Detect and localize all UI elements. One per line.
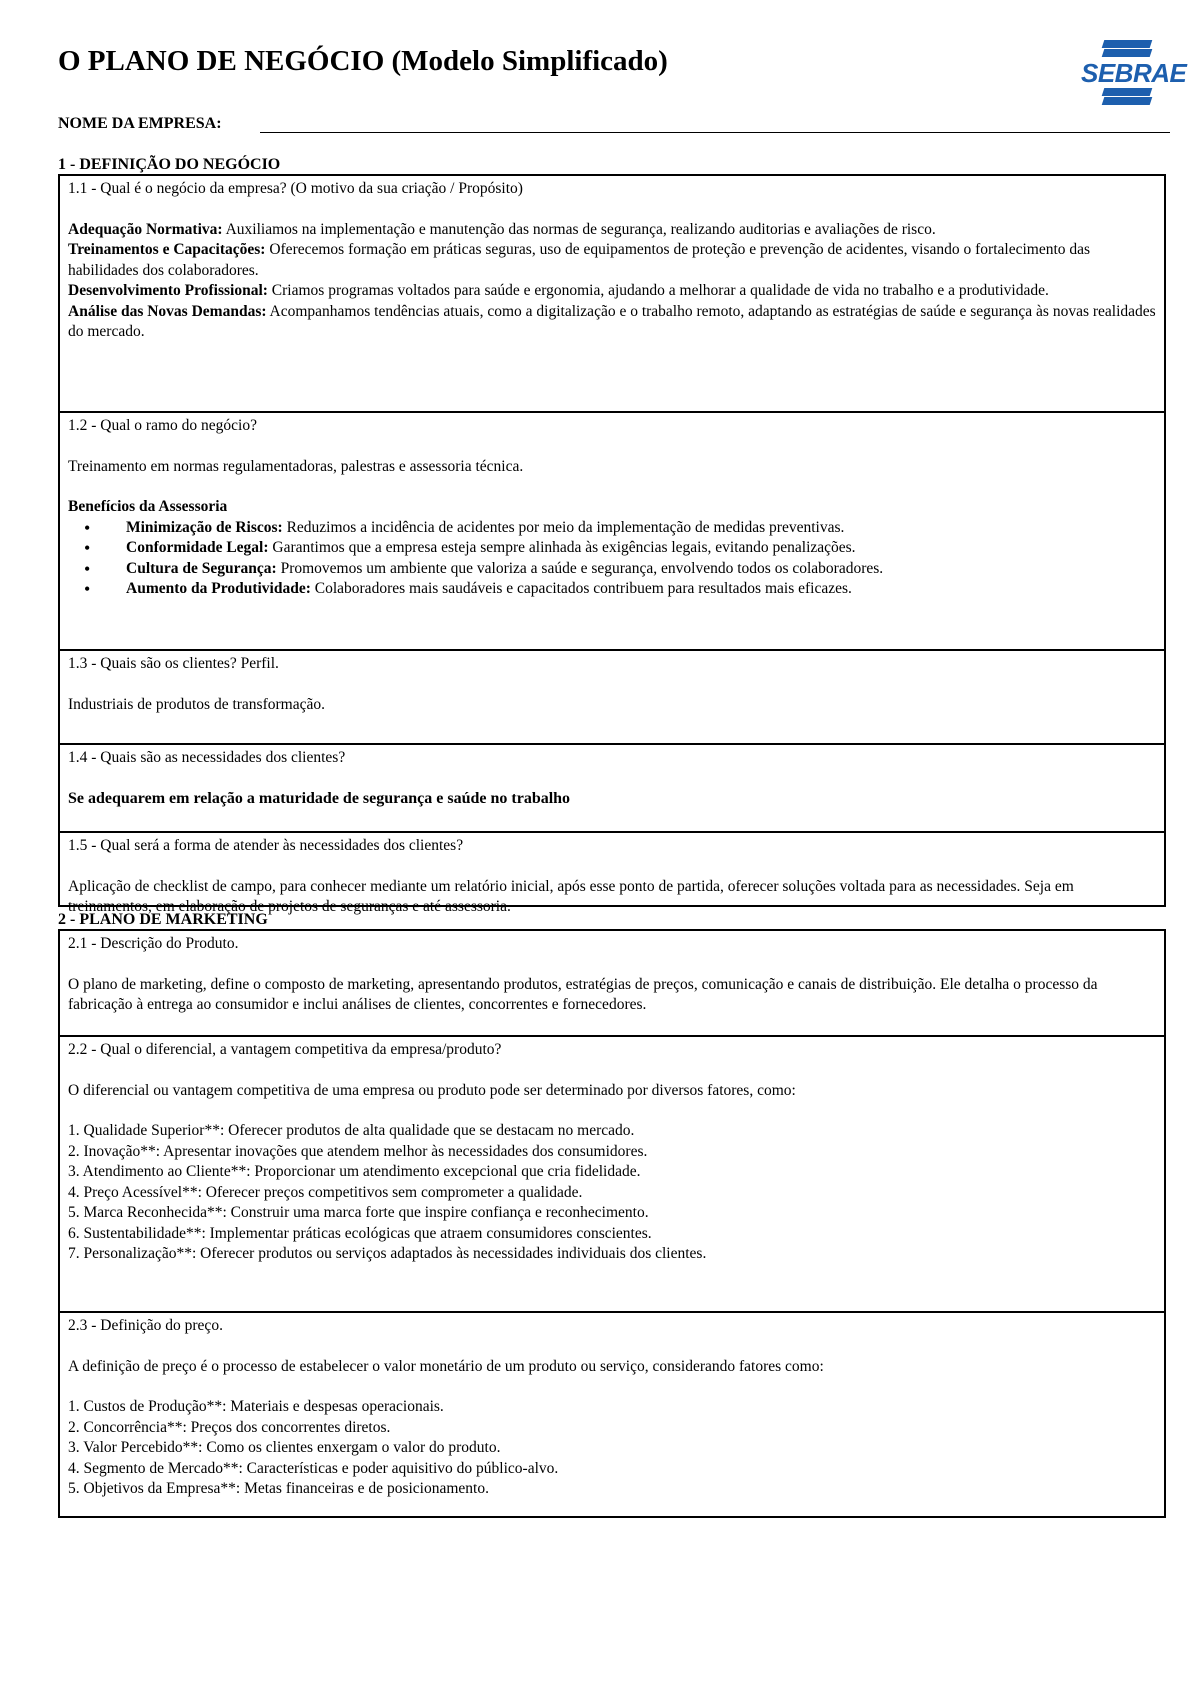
pricing-factors-list — [68, 1397, 1156, 1500]
cell-1-5 — [60, 833, 1164, 915]
differential-item: 6. Sustentabilidade**: Implementar práticas ecológicas que atraem consumidores conscientes. — [68, 1224, 652, 1242]
cell-2-1 — [60, 931, 1164, 1037]
company-name-label: NOME DA EMPRESA: — [58, 115, 222, 132]
differential-item: 4. Preço Acessível**: Oferecer preços competitivos sem comprometer a qualidade. — [68, 1183, 583, 1201]
benefit-bullet-label: Minimização de Riscos: — [126, 518, 283, 536]
document-title: O PLANO DE NEGÓCIO (Modelo Simplificado) — [58, 45, 668, 77]
answer-1-2: Treinamento em normas regulamentadoras, palestras e assessoria técnica. — [68, 457, 524, 475]
benefit-bullet-text: Colaboradores mais saudáveis e capacitados contribuem para resultados mais eficazes. — [310, 580, 852, 597]
benefits-list — [68, 518, 1156, 600]
business-item — [68, 302, 1156, 343]
answer-1-4: Se adequarem em relação a maturidade de segurança e saúde no trabalho — [68, 789, 571, 807]
section-1-box — [58, 174, 1166, 915]
benefit-bullet-text: Promovemos um ambiente que valoriza a saúde e segurança, envolvendo todos os colaboradores. — [276, 559, 884, 577]
logo-wordmark: SEBRAE — [1081, 58, 1187, 88]
logo-bar-bottom — [1102, 97, 1153, 105]
business-item-text: Auxiliamos na implementação e manutenção das normas de segurança, realizando auditorias e avaliações de risco. — [222, 220, 936, 238]
section-2-title: 2 - PLANO DE MARKETING — [58, 911, 268, 928]
differentials-list — [68, 1121, 1156, 1265]
cell-1-2 — [60, 413, 1164, 651]
business-item-label: Adequação Normativa: — [68, 220, 223, 238]
section-2-box — [58, 929, 1166, 1518]
benefits-title: Benefícios da Assessoria — [68, 498, 228, 515]
cell-1-4 — [60, 745, 1164, 833]
pricing-factor-item: 2. Concorrência**: Preços dos concorrentes diretos. — [68, 1418, 391, 1436]
question-1-4: 1.4 - Quais são as necessidades dos clientes? — [68, 749, 346, 766]
intro-2-2: O diferencial ou vantagem competitiva de uma empresa ou produto pode ser determinado por diversos fatores, como: — [68, 1081, 796, 1099]
answer-1-5: Aplicação de checklist de campo, para conhecer mediante um relatório inicial, após esse ponto de partida, oferecer soluções voltada para as necessidades. Seja em treinamentos, em elaboração de projetos de seguranças e até assessoria. — [68, 877, 1074, 915]
logo-bar-upper — [1102, 49, 1153, 57]
answer-2-1: O plano de marketing, define o composto de marketing, apresentando produtos, estratégias de preços, comunicação e canais de distribuição. Ele detalha o processo da fabricação à entrega ao consumidor e inclui análises de clientes, concorrentes e fornecedores. — [68, 975, 1098, 1013]
question-2-3: 2.3 - Definição do preço. — [68, 1317, 223, 1334]
intro-2-3: A definição de preço é o processo de estabelecer o valor monetário de um produto ou serviço, considerando fatores como: — [68, 1357, 824, 1375]
question-1-1: 1.1 - Qual é o negócio da empresa? (O motivo da sua criação / Propósito) — [68, 180, 523, 197]
benefit-bullet-label: Aumento da Produtividade: — [126, 580, 311, 597]
benefit-bullet — [126, 538, 1156, 559]
sebrae-logo — [1081, 40, 1187, 110]
benefit-bullet-label: Cultura de Segurança: — [126, 559, 277, 577]
benefit-bullet — [126, 518, 1156, 539]
business-item — [68, 281, 1156, 302]
business-item — [68, 220, 1156, 241]
pricing-factor-item: 1. Custos de Produção**: Materiais e despesas operacionais. — [68, 1398, 444, 1415]
benefit-bullet-label: Conformidade Legal: — [126, 539, 269, 556]
benefit-bullet — [126, 559, 1156, 580]
differential-item: 7. Personalização**: Oferecer produtos ou serviços adaptados às necessidades individuais dos clientes. — [68, 1245, 707, 1262]
business-item — [68, 240, 1156, 281]
logo-bar-lower — [1102, 88, 1153, 96]
business-item-label: Treinamentos e Capacitações: — [68, 241, 266, 258]
cell-1-3 — [60, 651, 1164, 745]
benefit-bullet-text: Garantimos que a empresa esteja sempre alinhada às exigências legais, evitando penalizações. — [268, 539, 856, 556]
cell-2-2 — [60, 1037, 1164, 1313]
benefit-bullet-text: Reduzimos a incidência de acidentes por meio da implementação de medidas preventivas. — [282, 518, 845, 536]
section-1-title: 1 - DEFINIÇÃO DO NEGÓCIO — [58, 156, 281, 173]
business-item-label: Análise das Novas Demandas: — [68, 302, 267, 320]
business-item-text: Criamos programas voltados para saúde e ergonomia, ajudando a melhorar a qualidade de vida no trabalho e a produtividade. — [267, 282, 1049, 299]
benefit-bullet — [126, 579, 1156, 600]
pricing-factor-item: 3. Valor Percebido**: Como os clientes enxergam o valor do produto. — [68, 1439, 501, 1456]
differential-item: 1. Qualidade Superior**: Oferecer produtos de alta qualidade que se destacam no mercado. — [68, 1122, 635, 1139]
cell-2-3 — [60, 1313, 1164, 1516]
business-item-text: Oferecemos formação em práticas seguras, uso de equipamentos de proteção e prevenção de acidentes, visando o fortalecimento das habilidades dos colaboradores. — [68, 241, 1091, 279]
differential-item: 3. Atendimento ao Cliente**: Proporcionar um atendimento excepcional que cria fidelidade. — [68, 1163, 641, 1180]
pricing-factor-item: 4. Segmento de Mercado**: Características e poder aquisitivo do público-alvo. — [68, 1459, 559, 1477]
question-1-2: 1.2 - Qual o ramo do negócio? — [68, 417, 257, 434]
differential-item: 5. Marca Reconhecida**: Construir uma marca forte que inspire confiança e reconhecimento. — [68, 1204, 649, 1221]
question-1-5: 1.5 - Qual será a forma de atender às necessidades dos clientes? — [68, 837, 464, 854]
question-2-2: 2.2 - Qual o diferencial, a vantagem competitiva da empresa/produto? — [68, 1041, 502, 1058]
cell-1-1 — [60, 176, 1164, 413]
business-item-text: Acompanhamos tendências atuais, como a digitalização e o trabalho remoto, adaptando as estratégias de saúde e segurança às novas realidades do mercado. — [68, 302, 1156, 340]
differential-item: 2. Inovação**: Apresentar inovações que atendem melhor às necessidades dos consumidores. — [68, 1142, 648, 1160]
logo-bar-top — [1102, 40, 1153, 48]
answer-1-3: Industriais de produtos de transformação. — [68, 695, 325, 713]
question-2-1: 2.1 - Descrição do Produto. — [68, 935, 239, 952]
company-name-row — [58, 115, 1170, 133]
business-item-label: Desenvolvimento Profissional: — [68, 282, 268, 299]
company-name-blank-line[interactable] — [260, 132, 1170, 133]
business-items — [68, 220, 1156, 343]
question-1-3: 1.3 - Quais são os clientes? Perfil. — [68, 655, 279, 672]
pricing-factor-item: 5. Objetivos da Empresa**: Metas financeiras e de posicionamento. — [68, 1480, 489, 1497]
